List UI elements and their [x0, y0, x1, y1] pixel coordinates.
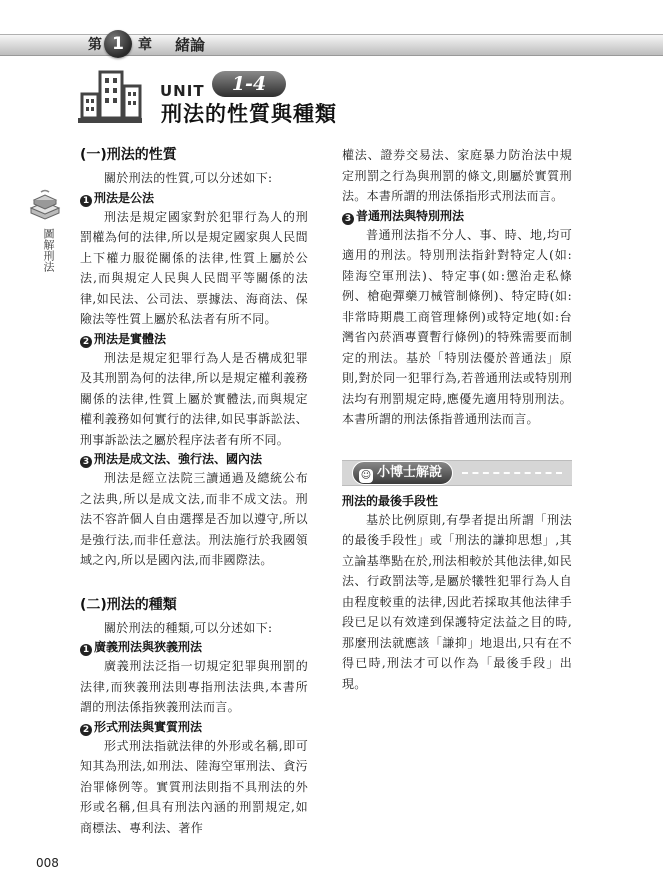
subheading: [80, 330, 308, 348]
section-intro: 關於刑法的性質,可以分述如下:: [104, 171, 273, 185]
right-column: [342, 145, 572, 694]
number-bullet: 1: [80, 195, 92, 207]
unit-number-badge: 1-4: [212, 71, 286, 97]
subheading: [80, 718, 308, 736]
decorative-dash: [462, 472, 562, 474]
number-bullet: 3: [80, 456, 92, 468]
subheading: [80, 638, 308, 656]
books-icon: [28, 188, 62, 220]
subheading: [80, 189, 308, 207]
chapter-suffix: 章: [138, 37, 152, 53]
subheading-text: 刑法是實體法: [94, 331, 167, 346]
paragraph: 刑法是規定犯罪行為人是否構成犯罪及其刑罰為何的法律,所以是規定權利義務關係的法律,性質上屬於實體法,而與規定權利義務如何實行的法律,如民事訴訟法、刑事訴訟法之屬於程序法者有所不同。: [80, 350, 308, 447]
paragraph: 普通刑法指不分人、事、時、地,均可適用的刑法。特別刑法指針對特定人(如:陸海空軍刑法)、特定事(如:懲治走私條例、槍砲彈藥刀械管制條例)、特定時(如:非常時期農工商管理條例)或特定地(如:台灣省內菸酒專賣暫行條例)的特殊需要而制定的刑法。基於「特別法優於普通法」原則,對於同一犯罪行為,若普通刑法或特別刑法均有刑罰規定時,應優先適用特別刑法。本書所謂的刑法係指普通刑法而言。: [342, 227, 572, 426]
subheading-text: 普通刑法與特別刑法: [356, 208, 465, 223]
unit-label: UNIT: [160, 82, 205, 100]
chapter-title: 緒論: [175, 36, 206, 54]
section-intro: 關於刑法的種類,可以分述如下:: [104, 620, 273, 635]
number-bullet: 3: [342, 213, 354, 225]
tip-badge: [352, 461, 453, 485]
subheading-text: 刑法是公法: [94, 190, 155, 205]
smiley-face-icon: ☺: [360, 469, 372, 481]
number-bullet: 2: [80, 724, 92, 736]
subheading-text: 形式刑法與實質刑法: [94, 719, 203, 734]
paragraph: 廣義刑法泛指一切規定犯罪與刑罰的法律,而狹義刑法則專指刑法法典,本書所謂的刑法係指狹義刑法而言。: [80, 659, 308, 714]
number-bullet: 1: [80, 644, 92, 656]
subheading: [342, 207, 572, 225]
chapter-prefix: 第: [88, 37, 102, 53]
section-heading-types: (二)刑法的種類: [80, 596, 177, 613]
subheading: [80, 450, 308, 468]
paragraph: 刑法是規定國家對於犯罪行為人的刑罰權為何的法律,所以是規定國家與人民間上下權力服從關係的法律,性質上屬於公法,而與規定人民與人民間平等關係的法律,如民法、公司法、票據法、海商法、保險法等性質上屬於私法者有所不同。: [80, 209, 308, 326]
tip-paragraph: 基於比例原則,有學者提出所謂「刑法的最後手段性」或「刑法的謙抑思想」,其立論基準點在於,刑法相較於其他法律,如民法、行政罰法等,是屬於犧牲犯罪行為人自由程度較重的法律,因此若採取其他法律手段已足以有效達到保護特定法益之目的時,那麼刑法就應該「謙抑」地退出,只有在不得已時,刑法才可以作為「最後手段」出現。: [342, 512, 572, 691]
side-tab-label: 圖解刑法: [42, 228, 55, 272]
tip-heading: 刑法的最後手段性: [342, 493, 439, 508]
subheading-text: 刑法是成文法、強行法、國內法: [94, 452, 263, 466]
page-number: 008: [36, 856, 59, 870]
tip-label: 小博士解說: [377, 464, 443, 480]
tip-box-header: [342, 460, 572, 486]
left-column: [80, 145, 308, 838]
building-icon: [76, 68, 144, 124]
paragraph-continued: 權法、證券交易法、家庭暴力防治法中規定刑罰之行為與刑罰的條文,則屬於實質刑法。本書所謂的刑法係指形式刑法而言。: [342, 148, 572, 203]
unit-title: 刑法的性質與種類: [161, 102, 337, 126]
section-heading-nature: (一)刑法的性質: [80, 147, 177, 163]
subheading-text: 廣義刑法與狹義刑法: [94, 640, 203, 654]
paragraph: 形式刑法指就法律的外形或名稱,即可知其為刑法,如刑法、陸海空軍刑法、貪污治罪條例等。實質刑法則指不具刑法的外形或名稱,但具有刑法內涵的刑罰規定,如商標法、專利法、著作: [80, 738, 308, 835]
chapter-number-badge: 1: [104, 30, 132, 58]
number-bullet: 2: [80, 336, 92, 348]
paragraph: 刑法是經立法院三讀通過及總統公布之法典,所以是成文法,而非不成文法。刑法不容許個人自由選擇是否加以遵守,所以是強行法,而非任意法。刑法施行於我國領域之內,所以是國內法,而非國際法。: [80, 471, 308, 567]
